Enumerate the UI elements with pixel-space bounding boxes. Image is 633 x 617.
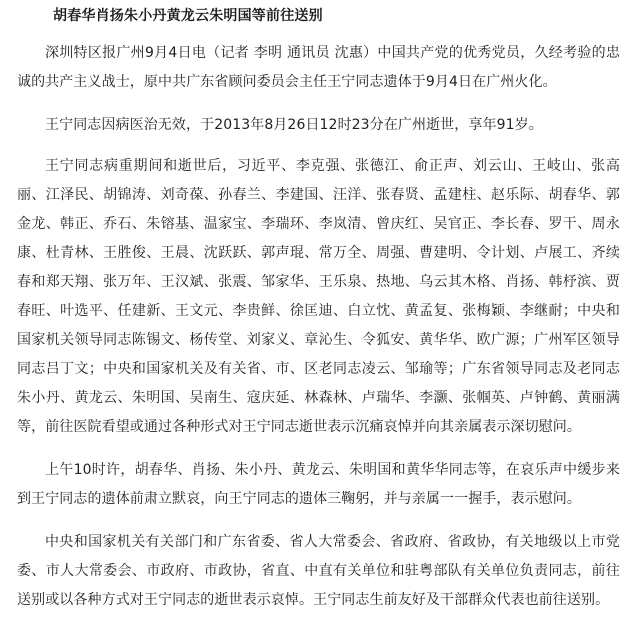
paragraph-organizations: 中央和国家机关有关部门和广东省委、省人大常委会、省政府、省政协，有关地级以上市党委、市人大常委会、市政府、市政协，省直、中直有关单位和驻粤部队有关单位负责同志，前往送别或以各种方式对王宁同志的逝世表示哀悼。王宁同志生前友好及干部群众代表也前往送别。 [17,534,620,608]
paragraph-death-notice: 王宁同志因病医治无效，于2013年8月26日12时23分在广州逝世，享年91岁。 [45,117,543,133]
article-headline: 胡春华肖扬朱小丹黄龙云朱明国等前往送别 [53,8,323,24]
paragraph-farewell-ceremony: 上午10时许，胡春华、肖扬、朱小丹、黄龙云、朱明国和黄华华同志等，在哀乐声中缓步来到王宁同志的遗体前肃立默哀，向王宁同志的遗体三鞠躬，并与亲属一一握手，表示慰问。 [17,462,620,507]
paragraph-lead: 深圳特区报广州9月4日电（记者 李明 通讯员 沈惠）中国共产党的优秀党员，久经考验的忠诚的共产主义战士，原中共广东省顾问委员会主任王宁同志遗体于9月4日在广州火化。 [17,45,620,90]
article [0,6,633,615]
paragraph-condolences: 王宁同志病重期间和逝世后，习近平、李克强、张德江、俞正声、刘云山、王岐山、张高丽、江泽民、胡锦涛、刘奇葆、孙春兰、李建国、汪洋、张春贤、孟建柱、赵乐际、胡春华、郭金龙、韩正、乔石、朱镕基、温家宝、李瑞环、李岚清、曾庆红、吴官正、李长春、罗干、周永康、杜青林、王胜俊、王晨、沈跃跃、郭声琨、常万全、周强、曹建明、令计划、卢展工、齐续春和郑天翔、张万年、王汉斌、张震、邹家华、王乐泉、热地、乌云其木格、肖扬、韩杼滨、贾春旺、叶选平、任建新、王文元、李贵鲜、徐匡迪、白立忱、黄孟复、张梅颖、李继耐；中央和国家机关领导同志陈锡文、杨传堂、刘家义、章沁生、令狐安、黄华华、欧广源；广州军区领导同志吕丁文；中央和国家机关及有关省、市、区老同志凌云、邹瑜等；广东省领导同志及老同志朱小丹、黄龙云、朱明国、吴南生、寇庆延、林森林、卢瑞华、李灏、张帼英、卢钟鹤、黄丽满等，前往医院看望或通过各种形式对王宁同志逝世表示沉痛哀悼并向其亲属表示深切慰问。 [17,158,620,435]
